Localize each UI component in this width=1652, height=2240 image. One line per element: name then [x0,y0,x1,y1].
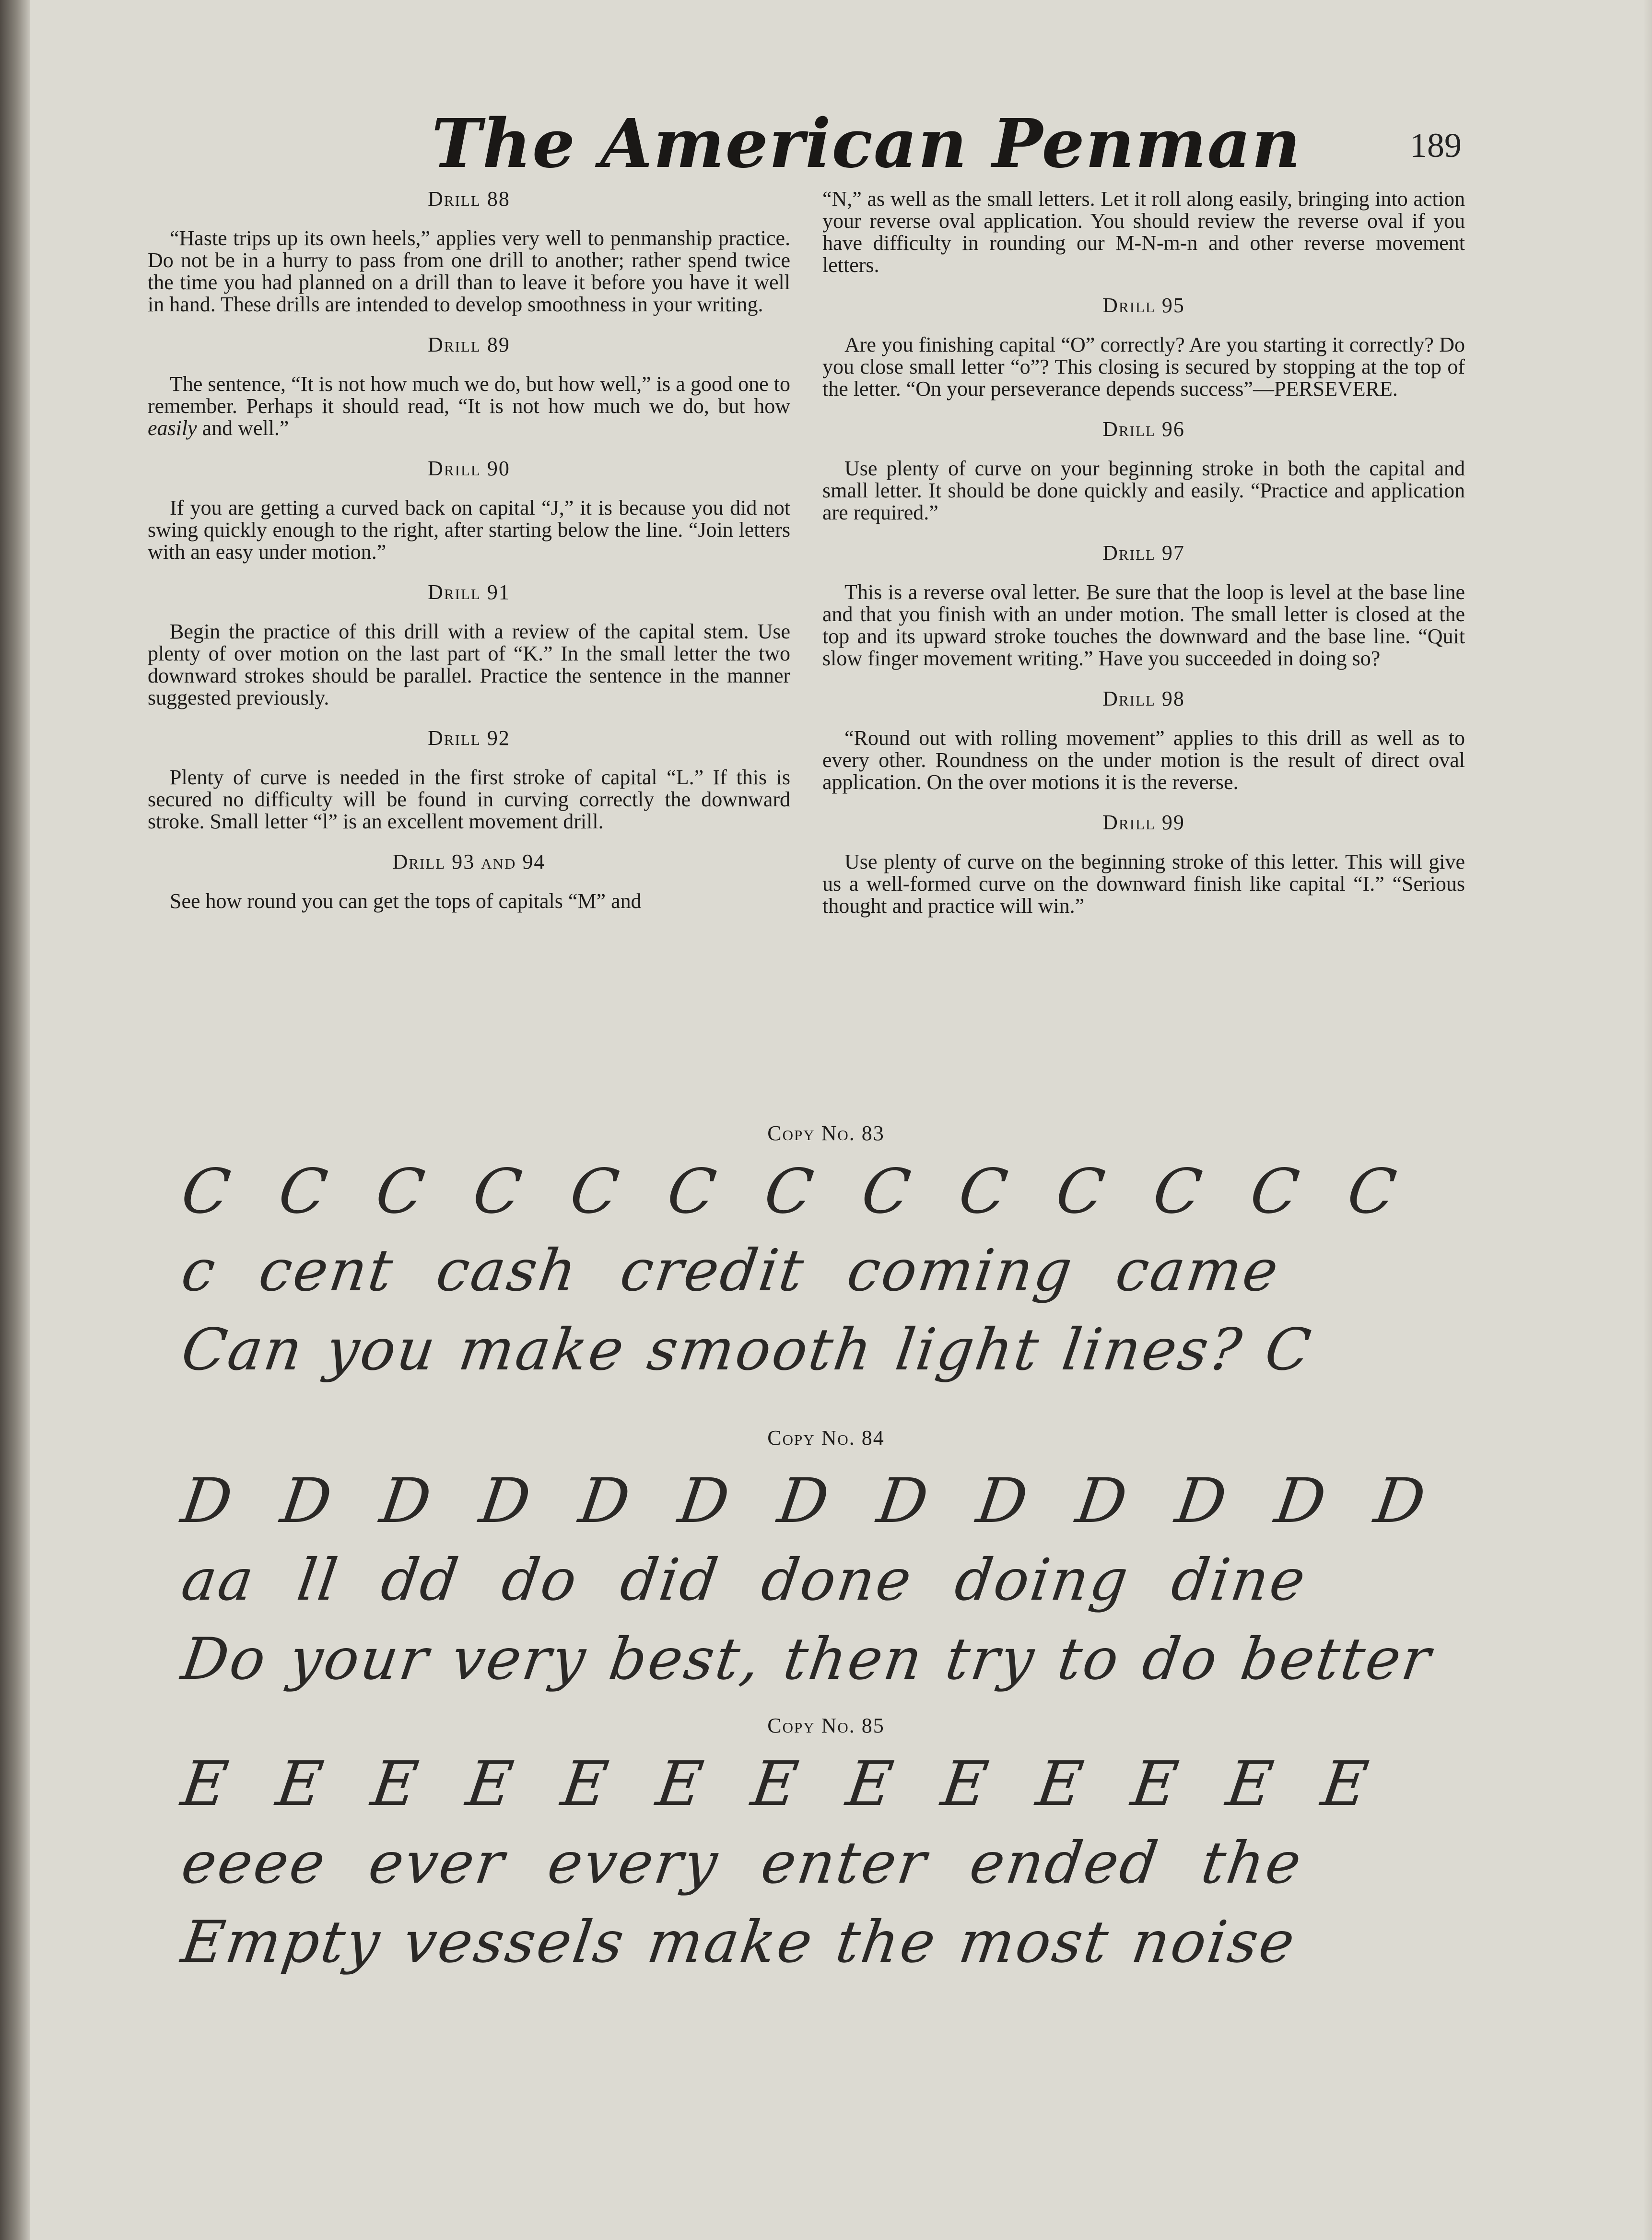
page-edge [1643,0,1652,2240]
copy-heading: Copy No. 83 [767,1121,885,1145]
drill-heading: Drill 89 [428,333,510,356]
drill-heading: Drill 90 [428,457,510,480]
script-copy-line: Can you make smooth light lines? C [177,1317,1316,1383]
script-copy-line: eeee ever every enter ended the [177,1830,1307,1897]
script-copy-line: Empty vessels make the most noise [177,1909,1301,1976]
drill-text-emphasis: easily [148,416,197,440]
script-copy-line: Do your very best, then try to do better [177,1626,1437,1693]
page-number: 189 [1410,126,1462,165]
drill-text: This is a reverse oval letter. Be sure that the loop is level at the base line and that you finish with an under motion. The small letter is closed at the top and its upward stroke touches the downward and the base line. “Quit slow finger movement writing.” Have you succeeded in doing so? [822,580,1465,670]
copy-heading: Copy No. 85 [767,1714,885,1737]
drill-text: Plenty of curve is needed in the first stroke of capital “L.” If this is secured no difficulty will be found in curving correctly the downward stroke. Small letter “l” is an excellent movement drill. [148,766,790,833]
drill-heading: Drill 97 [1102,541,1185,565]
script-copy-line: E E E E E E E E E E E E E [177,1748,1374,1820]
book-binding-shadow [0,0,30,2240]
script-copy-line: aa ll dd do did done doing dine [177,1547,1311,1614]
drill-text-part: The sentence, “It is not how much we do, but how well,” is a good one to remember. Perhaps it should read, “It is not how much we do, but how [148,372,790,418]
drill-heading: Drill 99 [1102,811,1185,834]
drill-text-continuation: “N,” as well as the small letters. Let it roll along easily, bringing into action your reverse oval application. You should review the reverse oval if you have difficulty in rounding our M-N-m-n and other reverse movement letters. [822,187,1465,277]
drill-text: “Round out with rolling movement” applies to this drill as well as to every other. Roundness on the under motion is the result of direct oval application. On the over motions it is the reverse. [822,726,1465,794]
script-copy-line: c cent cash credit coming came [177,1238,1284,1304]
drill-heading: Drill 92 [428,726,510,750]
drill-heading: Drill 88 [428,187,510,211]
right-column [822,188,1465,935]
drill-heading: Drill 95 [1102,294,1185,317]
drill-heading: Drill 91 [428,580,510,604]
drill-text: “Haste trips up its own heels,” applies very well to penmanship practice. Do not be in a hurry to pass from one drill to another; rather spend twice the time you had planned on a drill than to leave it before you have it well in hand. These drills are intended to develop smoothness in your writing. [148,226,790,316]
drill-heading: Drill 96 [1102,417,1185,441]
drill-text: Use plenty of curve on the beginning stroke of this letter. This will give us a well-formed curve on the downward finish like capital “I.” “Serious thought and practice will win.” [822,850,1465,918]
script-copy-line: D D D D D D D D D D D D D [177,1465,1431,1537]
copy-heading: Copy No. 84 [767,1426,885,1450]
drill-heading: Drill 98 [1102,687,1185,710]
masthead-title: The American Penman [432,105,1302,183]
drill-heading: Drill 93 and 94 [392,850,546,873]
drill-text: Are you finishing capital “O” correctly? Are you starting it correctly? Do you close small letter “o”? This closing is secured by stopping at the top of the letter. “On your perseverance depends success”—PERSEVERE. [822,333,1465,401]
masthead [432,103,1302,185]
drill-text-part: and well.” [197,416,289,440]
script-copy-line: C C C C C C C C C C C C C [177,1156,1402,1227]
drill-text: If you are getting a curved back on capital “J,” it is because you did not swing quickly enough to the right, after starting below the line. “Join letters with an easy under motion.” [148,496,790,564]
drill-text [148,373,790,439]
drill-text: See how round you can get the tops of capitals “M” and [170,889,642,913]
drill-text: Use plenty of curve on your beginning stroke in both the capital and small letter. It should be done quickly and easily. “Practice and application are required.” [822,457,1465,524]
drill-text: Begin the practice of this drill with a review of the capital stem. Use plenty of over motion on the last part of “K.” In the small letter the two downward strokes should be parallel. Practice the sentence in the manner suggested previously. [148,620,790,709]
left-column [148,188,790,931]
